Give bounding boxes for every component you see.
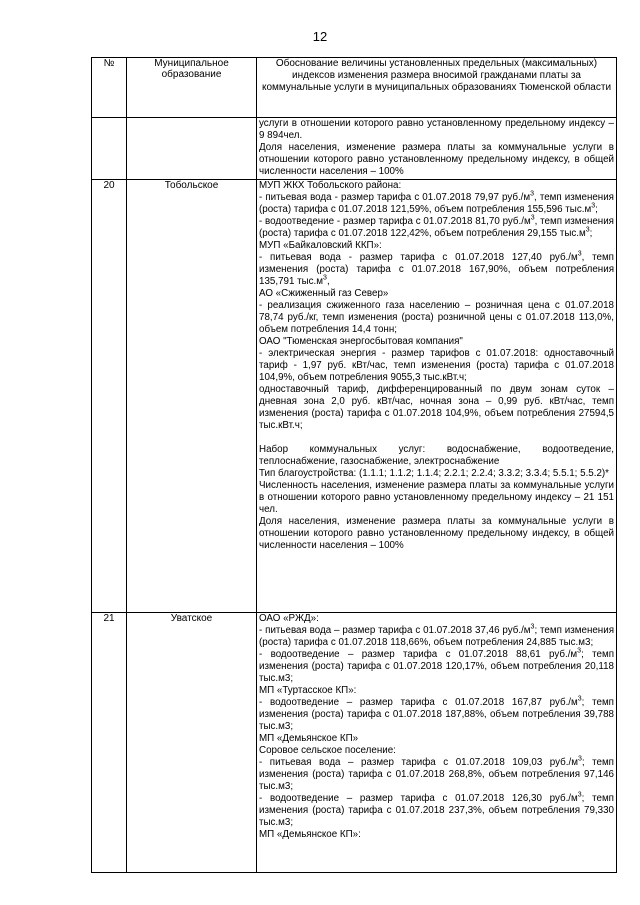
- row-municipality: Тобольское: [127, 180, 257, 613]
- description-line: МП «Туртасское КП»:: [259, 685, 357, 696]
- description-line: - водоотведение – размер тарифа с 01.07.2018 126,30 $руб./м^3$; темп изменения (роста) тарифа с 01.07.2018 237,3%, объем потребления 79,330 тыс.м3;: [259, 791, 614, 828]
- description-line: МУП ЖКХ Тобольского района:: [259, 180, 402, 191]
- tariff-table: [91, 57, 617, 873]
- header-number: №: [92, 58, 127, 118]
- row-number: [92, 118, 127, 180]
- description-line: Набор коммунальных услуг: водоснабжение, водоотведение, теплоснабжение, газоснабжение, электроснабжение: [259, 444, 614, 467]
- row-description: [257, 118, 617, 180]
- row-number: 21: [92, 613, 127, 873]
- description-line: одноставочный тариф, дифференцированный по двум зонам суток – дневная зона 2,0 руб. кВт/час, ночная зона – 0,99 руб. кВт/час, темп изменения (роста) тарифа с 01.07.2018 104,9%, объем потребления 27594,5 тыс.кВт.ч;: [259, 384, 614, 431]
- description-line: МУП «Байкаловский ККП»:: [259, 240, 382, 251]
- description-line: Тип благоустройства: (1.1.1; 1.1.2; 1.1.4; 2.2.1; 2.2.4; 3.3.2; 3.3.4; 5.5.1; 5.5.2)*: [259, 468, 609, 479]
- description-line: МП «Демьянское КП»:: [259, 829, 361, 840]
- table-row: [92, 118, 617, 180]
- description-line: - питьевая вода - размер тарифа с 01.07.2018 79,97 $руб./м^3$, темп изменения (роста) тарифа с 01.07.2018 121,59%, объем потребления 155,596 $тыс.м^3$;: [259, 190, 614, 215]
- description-line: Доля населения, изменение размера платы за коммунальные услуги в отношении которого равно установленному предельному индексу, в общей численности населения – 100%: [259, 142, 614, 177]
- description-line: - водоотведение – размер тарифа с 01.07.2018 167,87 $руб./м^3$; темп изменения (роста) тарифа с 01.07.2018 187,88%, объем потребления 39,788 тыс.м3;: [259, 695, 614, 732]
- header-municipality: Муниципальное образование: [127, 58, 257, 118]
- row-number: 20: [92, 180, 127, 613]
- description-line: Доля населения, изменение размера платы за коммунальные услуги в отношении которого равно установленному предельному индексу, в общей численности населения – 100%: [259, 516, 614, 551]
- description-line: ОАО "Тюменская энергосбытовая компания": [259, 336, 463, 347]
- table-row: [92, 613, 617, 873]
- description-line: Соровое сельское поселение:: [259, 745, 396, 756]
- description-line: МП «Демьянское КП»: [259, 733, 359, 744]
- description-line: - водоотведение - размер тарифа с 01.07.2018 81,70 $руб./м^3$, темп изменения (роста) тарифа с 01.07.2018 122,42%, объем потребления 29,155 $тыс.м^3$;: [259, 214, 614, 239]
- description-line: - водоотведение – размер тарифа с 01.07.2018 88,61 $руб./м^3$; темп изменения (роста) тарифа с 01.07.2018 120,17%, объем потребления 20,118 тыс.м3;: [259, 647, 614, 684]
- row-description: [257, 180, 617, 613]
- row-municipality: [127, 118, 257, 180]
- header-description: Обоснование величины установленных предельных (максимальных) индексов изменения размера вносимой гражданами платы за коммунальные услуги в муниципальных образованиях Тюменской области: [257, 58, 617, 118]
- table-header-row: [92, 58, 617, 118]
- description-line: Численность населения, изменение размера платы за коммунальные услуги в отношении которого равно установленному предельному индексу – 21 151 чел.: [259, 480, 614, 515]
- description-line: - электрическая энергия - размер тарифов с 01.07.2018: одноставочный тариф - 1,97 руб. кВт/час, темп изменения (роста) тарифа с 01.07.2018 104,9%, объем потребления 9055,3 тыс.кВт.ч;: [259, 348, 614, 383]
- description-line: - питьевая вода – размер тарифа с 01.07.2018 37,46 $руб./м^3$; темп изменения (роста) тарифа с 01.07.2018 118,66%, объем потребления 24,885 тыс.м3;: [259, 623, 614, 648]
- page-number: 12: [312, 29, 328, 44]
- description-line: - питьевая вода – размер тарифа с 01.07.2018 109,03 $руб./м^3$; темп изменения (роста) тарифа с 01.07.2018 268,8%, объем потребления 97,146 тыс.м3;: [259, 755, 614, 792]
- row-municipality: Уватское: [127, 613, 257, 873]
- description-line: [259, 432, 614, 444]
- description-line: АО «Сжиженный газ Север»: [259, 288, 389, 299]
- description-line: - реализация сжиженного газа населению – розничная цена с 01.07.2018 78,74 руб./кг, темп изменения (роста) розничной цены с 01.07.2018 113,0%, объем потребления 14,4 тонн;: [259, 300, 614, 335]
- table-row: [92, 180, 617, 613]
- row-description: [257, 613, 617, 873]
- description-line: услуги в отношении которого равно установленному предельному индексу – 9 894чел.: [259, 118, 614, 141]
- description-line: ОАО «РЖД»:: [259, 613, 319, 624]
- description-line: - питьевая вода - размер тарифа с 01.07.2018 127,40 $руб./м^3$, темп изменения (роста) тарифа с 01.07.2018 167,90%, объем потребления 135,791 $тыс.м^3$,: [259, 250, 614, 287]
